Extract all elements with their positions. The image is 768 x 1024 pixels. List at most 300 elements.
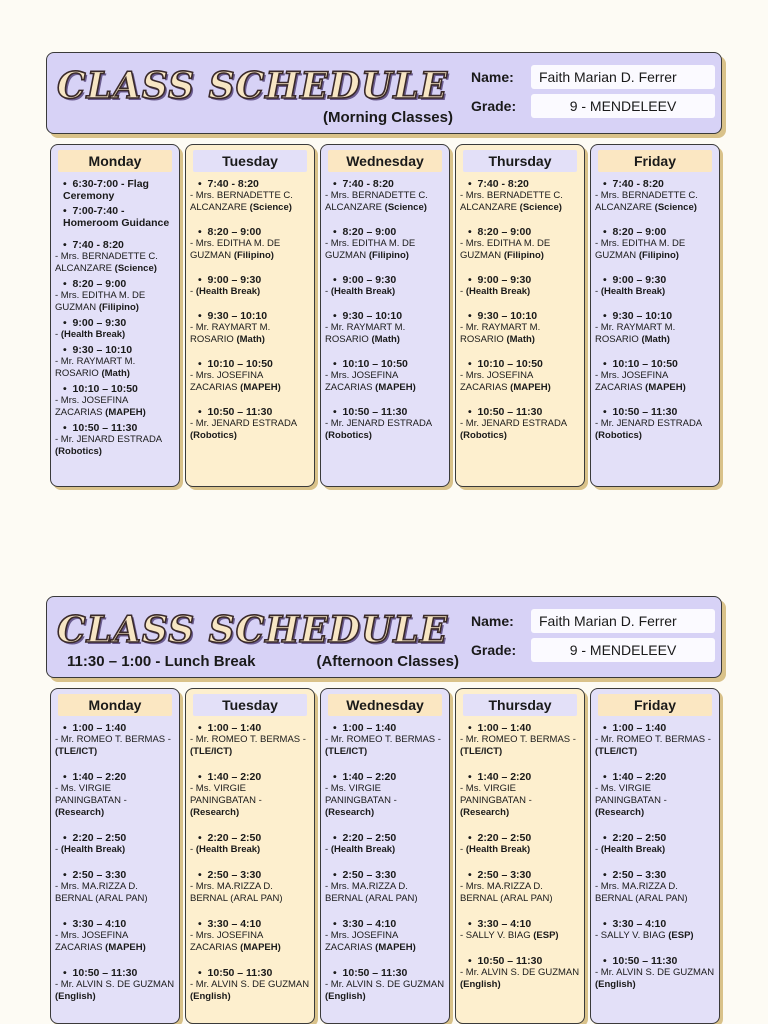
time-slot xyxy=(460,274,580,298)
slot-detail xyxy=(460,190,580,214)
day-column xyxy=(185,688,315,1024)
slot-subject: (Robotics) xyxy=(55,446,102,457)
slot-teacher: - xyxy=(325,844,329,855)
slot-time: • 2:50 – 3:30 xyxy=(460,869,580,881)
time-slot xyxy=(595,358,715,394)
slot-teacher: - Mrs. JOSEFINA ZACARIAS xyxy=(55,395,128,418)
time-slot xyxy=(55,771,175,819)
time-slot xyxy=(55,918,175,954)
slot-detail xyxy=(190,930,310,954)
time-slot xyxy=(325,967,445,1003)
time-slot xyxy=(325,178,445,214)
time-slot xyxy=(55,869,175,905)
time-slot xyxy=(55,344,175,380)
slot-teacher: - Ms. VIRGIE PANINGBATAN - xyxy=(325,783,397,806)
slot-subject: (Health Break) xyxy=(600,286,666,297)
slot-detail xyxy=(460,238,580,262)
slot-detail xyxy=(595,783,715,819)
grade-row xyxy=(471,638,715,662)
time-slot xyxy=(325,274,445,298)
slot-teacher: - xyxy=(190,844,194,855)
slot-detail xyxy=(460,734,580,758)
slot-time: • 10:50 – 11:30 xyxy=(595,955,715,967)
day-label: Monday xyxy=(58,150,172,172)
slot-teacher: - Mrs. EDITHA M. DE GUZMAN xyxy=(190,238,281,261)
slot-subject: (Research) xyxy=(595,807,645,818)
slot-teacher: - Mr. JENARD ESTRADA xyxy=(190,418,297,429)
slot-teacher: - Mr. RAYMART M. ROSARIO xyxy=(325,322,406,345)
slot-teacher: - Mrs. BERNADETTE C. ALCANZARE xyxy=(460,190,563,213)
slot-teacher: - Mr. JENARD ESTRADA xyxy=(595,418,702,429)
slot-list xyxy=(190,716,310,1003)
slot-detail xyxy=(595,418,715,442)
slot-teacher: - Ms. VIRGIE PANINGBATAN - xyxy=(595,783,667,806)
slot-subject: (TLE/ICT) xyxy=(460,746,503,757)
slot-time: • 1:00 – 1:40 xyxy=(325,722,445,734)
slot-detail xyxy=(460,967,580,991)
day-label: Tuesday xyxy=(193,150,307,172)
slot-subject: (ESP) xyxy=(533,930,559,941)
time-slot xyxy=(595,178,715,214)
slot-time: • 10:50 – 11:30 xyxy=(55,422,175,434)
slot-subject: (Health Break) xyxy=(60,329,126,340)
slot-time: • 7:40 - 8:20 xyxy=(595,178,715,190)
slot-teacher: - Mrs. BERNADETTE C. ALCANZARE xyxy=(595,190,698,213)
time-slot xyxy=(595,771,715,819)
slot-detail xyxy=(55,979,175,1003)
slot-detail xyxy=(190,190,310,214)
slot-time: • 2:20 – 2:50 xyxy=(460,832,580,844)
day-column xyxy=(590,688,720,1024)
slot-subject: (Research) xyxy=(460,807,510,818)
slot-teacher: - xyxy=(595,844,599,855)
slot-time: • 9:30 – 10:10 xyxy=(460,310,580,322)
slot-time: • 1:00 – 1:40 xyxy=(460,722,580,734)
slot-subject: (MAPEH) xyxy=(645,382,686,393)
slot-detail xyxy=(595,286,715,298)
slot-subject: (Math) xyxy=(506,334,535,345)
slot-time: • 2:20 – 2:50 xyxy=(325,832,445,844)
slot-teacher: - Mrs. EDITHA M. DE GUZMAN xyxy=(55,290,146,313)
time-slot xyxy=(55,383,175,419)
grade-value: 9 - MENDELEEV xyxy=(531,638,715,662)
name-value: Faith Marian D. Ferrer xyxy=(531,609,715,633)
slot-detail xyxy=(325,734,445,758)
slot-list xyxy=(460,716,580,991)
time-slot xyxy=(190,722,310,758)
time-slot xyxy=(325,406,445,442)
time-slot xyxy=(595,832,715,856)
slot-teacher: - Mrs. BERNADETTE C. ALCANZARE xyxy=(55,251,158,274)
slot-list xyxy=(55,716,175,1003)
time-slot xyxy=(190,918,310,954)
slot-detail xyxy=(190,418,310,442)
slot-teacher: - Mrs. JOSEFINA ZACARIAS xyxy=(325,370,398,393)
slot-detail xyxy=(325,881,445,905)
slot-subject: (Math) xyxy=(236,334,265,345)
slot-time: • 6:30-7:00 - Flag Ceremony xyxy=(55,178,175,202)
slot-detail xyxy=(55,290,175,314)
slot-subject: (Research) xyxy=(55,807,105,818)
slot-teacher: - xyxy=(595,286,599,297)
slot-subject: (Science) xyxy=(519,202,562,213)
slot-subject: (Health Break) xyxy=(195,286,261,297)
slot-teacher: - Mrs. MA.RIZZA D. BERNAL (ARAL PAN) xyxy=(460,881,553,904)
time-slot xyxy=(460,832,580,856)
slot-time: • 7:00-7:40 - Homeroom Guidance xyxy=(55,205,175,229)
time-slot xyxy=(325,771,445,819)
slot-time: • 1:00 – 1:40 xyxy=(595,722,715,734)
slot-time: • 2:50 – 3:30 xyxy=(595,869,715,881)
slot-subject: (Filipino) xyxy=(368,250,409,261)
slot-time: • 2:20 – 2:50 xyxy=(55,832,175,844)
day-label: Thursday xyxy=(463,150,577,172)
time-slot xyxy=(460,722,580,758)
slot-teacher: - Mrs. MA.RIZZA D. BERNAL (ARAL PAN) xyxy=(190,881,283,904)
slot-time: • 7:40 - 8:20 xyxy=(460,178,580,190)
slot-time: • 8:20 – 9:00 xyxy=(460,226,580,238)
slot-time: • 3:30 – 4:10 xyxy=(460,918,580,930)
slot-time: • 9:30 – 10:10 xyxy=(190,310,310,322)
time-slot xyxy=(190,178,310,214)
slot-subject: (MAPEH) xyxy=(240,942,281,953)
slot-teacher: - Mrs. JOSEFINA ZACARIAS xyxy=(190,930,263,953)
day-column xyxy=(50,688,180,1024)
slot-time: • 2:20 – 2:50 xyxy=(595,832,715,844)
grade-value: 9 - MENDELEEV xyxy=(531,94,715,118)
slot-subject: (TLE/ICT) xyxy=(190,746,233,757)
slot-detail xyxy=(460,930,580,942)
slot-detail xyxy=(190,734,310,758)
slot-detail xyxy=(55,734,175,758)
slot-detail xyxy=(55,356,175,380)
slot-teacher: - Mrs. MA.RIZZA D. BERNAL (ARAL PAN) xyxy=(55,881,148,904)
slot-teacher: - Mrs. MA.RIZZA D. BERNAL (ARAL PAN) xyxy=(325,881,418,904)
slot-subject: (Filipino) xyxy=(503,250,544,261)
slot-teacher: - xyxy=(460,286,464,297)
time-slot xyxy=(595,869,715,905)
day-label: Monday xyxy=(58,694,172,716)
slot-subject: (Math) xyxy=(371,334,400,345)
slot-time: • 7:40 - 8:20 xyxy=(55,239,175,251)
slot-time: • 2:50 – 3:30 xyxy=(190,869,310,881)
slot-detail xyxy=(325,418,445,442)
slot-time: • 1:40 – 2:20 xyxy=(190,771,310,783)
slot-teacher: - xyxy=(55,329,59,340)
slot-time: • 10:10 – 10:50 xyxy=(595,358,715,370)
time-slot xyxy=(595,955,715,991)
time-slot xyxy=(190,832,310,856)
slot-detail xyxy=(460,322,580,346)
time-slot xyxy=(325,722,445,758)
day-label: Friday xyxy=(598,694,712,716)
slot-teacher: - Mrs. EDITHA M. DE GUZMAN xyxy=(460,238,551,261)
slot-detail xyxy=(595,930,715,942)
slot-detail xyxy=(55,329,175,341)
slot-subject: (Robotics) xyxy=(325,430,372,441)
slot-teacher: - SALLY V. BIAG xyxy=(595,930,666,941)
slot-teacher: - Mrs. EDITHA M. DE GUZMAN xyxy=(325,238,416,261)
day-column xyxy=(590,144,720,487)
lunch-break-note: 11:30 – 1:00 - Lunch Break xyxy=(67,653,256,670)
slot-teacher: - Mr. JENARD ESTRADA xyxy=(55,434,162,445)
time-slot xyxy=(55,278,175,314)
slot-subject: (MAPEH) xyxy=(375,942,416,953)
grade-label: Grade: xyxy=(471,98,517,114)
slot-detail xyxy=(190,238,310,262)
time-slot xyxy=(325,310,445,346)
slot-time: • 1:40 – 2:20 xyxy=(325,771,445,783)
slot-detail xyxy=(55,844,175,856)
slot-subject: (Filipino) xyxy=(98,302,139,313)
day-column xyxy=(455,144,585,487)
slot-time: • 10:50 – 11:30 xyxy=(325,406,445,418)
day-column xyxy=(50,144,180,487)
time-slot xyxy=(595,406,715,442)
slot-teacher: - Mrs. BERNADETTE C. ALCANZARE xyxy=(325,190,428,213)
time-slot xyxy=(325,869,445,905)
slot-detail xyxy=(55,395,175,419)
slot-time: • 1:00 – 1:40 xyxy=(190,722,310,734)
day-column xyxy=(455,688,585,1024)
slot-teacher: - Ms. VIRGIE PANINGBATAN - xyxy=(460,783,532,806)
slot-teacher: - Mr. RAYMART M. ROSARIO xyxy=(595,322,676,345)
slot-detail xyxy=(595,238,715,262)
slot-subject: (English) xyxy=(595,979,636,990)
slot-teacher: - Mr. JENARD ESTRADA xyxy=(325,418,432,429)
time-slot xyxy=(190,406,310,442)
slot-subject: (Health Break) xyxy=(600,844,666,855)
time-slot xyxy=(55,832,175,856)
slot-time: • 8:20 – 9:00 xyxy=(325,226,445,238)
slot-subject: (English) xyxy=(325,991,366,1002)
slot-detail xyxy=(325,370,445,394)
slot-subject: (Health Break) xyxy=(60,844,126,855)
slot-detail xyxy=(595,322,715,346)
slot-subject: (Robotics) xyxy=(595,430,642,441)
time-slot xyxy=(460,955,580,991)
slot-detail xyxy=(595,967,715,991)
slot-subject: (Math) xyxy=(101,368,130,379)
slot-subject: (Science) xyxy=(249,202,292,213)
slot-teacher: - Mr. RAYMART M. ROSARIO xyxy=(190,322,271,345)
slot-teacher: - Mr. ROMEO T. BERMAS - xyxy=(55,734,171,745)
slot-time: • 2:20 – 2:50 xyxy=(190,832,310,844)
slot-detail xyxy=(325,322,445,346)
slot-time: • 9:00 – 9:30 xyxy=(325,274,445,286)
slot-detail xyxy=(190,881,310,905)
time-slot xyxy=(190,967,310,1003)
slot-teacher: - Mr. RAYMART M. ROSARIO xyxy=(460,322,541,345)
slot-teacher: - Mrs. JOSEFINA ZACARIAS xyxy=(460,370,533,393)
day-column xyxy=(320,144,450,487)
slot-subject: (Research) xyxy=(325,807,375,818)
slot-time: • 9:00 – 9:30 xyxy=(190,274,310,286)
time-slot xyxy=(190,274,310,298)
day-label: Thursday xyxy=(463,694,577,716)
time-slot xyxy=(55,722,175,758)
slot-teacher: - Mr. ROMEO T. BERMAS - xyxy=(190,734,306,745)
name-value: Faith Marian D. Ferrer xyxy=(531,65,715,89)
time-slot xyxy=(460,310,580,346)
time-slot xyxy=(460,226,580,262)
slot-subject: (Science) xyxy=(654,202,697,213)
slot-time: • 9:00 – 9:30 xyxy=(55,317,175,329)
slot-subject: (Science) xyxy=(114,263,157,274)
slot-time: • 7:40 - 8:20 xyxy=(325,178,445,190)
slot-time: • 10:50 – 11:30 xyxy=(190,406,310,418)
slot-detail xyxy=(190,322,310,346)
slot-time: • 2:50 – 3:30 xyxy=(325,869,445,881)
slot-subject: (English) xyxy=(190,991,231,1002)
time-slot xyxy=(55,422,175,458)
slot-detail xyxy=(595,190,715,214)
slot-time: • 9:30 – 10:10 xyxy=(55,344,175,356)
slot-time: • 9:00 – 9:30 xyxy=(460,274,580,286)
slot-subject: (Health Break) xyxy=(195,844,261,855)
name-row xyxy=(471,609,715,633)
slot-time: • 9:30 – 10:10 xyxy=(595,310,715,322)
slot-detail xyxy=(190,979,310,1003)
slot-list xyxy=(460,172,580,442)
slot-teacher: - Ms. VIRGIE PANINGBATAN - xyxy=(55,783,127,806)
slot-time: • 1:40 – 2:20 xyxy=(460,771,580,783)
slot-list xyxy=(595,172,715,442)
slot-detail xyxy=(55,783,175,819)
slot-teacher: - Mr. JENARD ESTRADA xyxy=(460,418,567,429)
slot-detail xyxy=(325,930,445,954)
name-label: Name: xyxy=(471,613,514,629)
time-slot xyxy=(460,178,580,214)
slot-list xyxy=(55,172,175,458)
slot-teacher: - SALLY V. BIAG xyxy=(460,930,531,941)
slot-time: • 9:30 – 10:10 xyxy=(325,310,445,322)
slot-teacher: - xyxy=(460,844,464,855)
slot-teacher: - Mrs. EDITHA M. DE GUZMAN xyxy=(595,238,686,261)
name-label: Name: xyxy=(471,69,514,85)
slot-subject: (Research) xyxy=(190,807,240,818)
slot-detail xyxy=(325,844,445,856)
day-column xyxy=(185,144,315,487)
time-slot xyxy=(190,226,310,262)
slot-time: • 10:50 – 11:30 xyxy=(460,955,580,967)
slot-detail xyxy=(55,251,175,275)
time-slot xyxy=(55,205,175,229)
slot-teacher: - Mrs. JOSEFINA ZACARIAS xyxy=(55,930,128,953)
slot-subject: (MAPEH) xyxy=(105,407,146,418)
time-slot xyxy=(460,358,580,394)
name-row xyxy=(471,65,715,89)
slot-detail xyxy=(325,190,445,214)
afternoon-header xyxy=(46,596,722,678)
slot-subject: (MAPEH) xyxy=(240,382,281,393)
slot-detail xyxy=(460,844,580,856)
slot-teacher: - Mrs. MA.RIZZA D. BERNAL (ARAL PAN) xyxy=(595,881,688,904)
slot-time: • 2:50 – 3:30 xyxy=(55,869,175,881)
slot-list xyxy=(595,716,715,991)
slot-time: • 1:40 – 2:20 xyxy=(595,771,715,783)
slot-subject: (TLE/ICT) xyxy=(55,746,98,757)
slot-time: • 10:50 – 11:30 xyxy=(460,406,580,418)
slot-subject: (English) xyxy=(55,991,96,1002)
slot-teacher: - Mrs. JOSEFINA ZACARIAS xyxy=(595,370,668,393)
schedule-subtitle: (Morning Classes) xyxy=(322,109,453,126)
time-slot xyxy=(190,771,310,819)
slot-teacher: - xyxy=(190,286,194,297)
day-column xyxy=(320,688,450,1024)
time-slot xyxy=(460,918,580,942)
slot-subject: (TLE/ICT) xyxy=(595,746,638,757)
slot-detail xyxy=(325,286,445,298)
slot-time: • 3:30 – 4:10 xyxy=(595,918,715,930)
slot-time: • 10:50 – 11:30 xyxy=(595,406,715,418)
time-slot xyxy=(460,869,580,905)
slot-teacher: - xyxy=(55,844,59,855)
time-slot xyxy=(460,406,580,442)
slot-detail xyxy=(595,734,715,758)
slot-time: • 10:10 – 10:50 xyxy=(190,358,310,370)
slot-subject: (MAPEH) xyxy=(510,382,551,393)
slot-subject: (Health Break) xyxy=(330,286,396,297)
time-slot xyxy=(55,317,175,341)
time-slot xyxy=(595,722,715,758)
slot-teacher: - Mr. ROMEO T. BERMAS - xyxy=(595,734,711,745)
slot-detail xyxy=(460,286,580,298)
day-label: Tuesday xyxy=(193,694,307,716)
slot-detail xyxy=(595,881,715,905)
slot-time: • 8:20 – 9:00 xyxy=(190,226,310,238)
slot-teacher: - Mr. RAYMART M. ROSARIO xyxy=(55,356,136,379)
slot-subject: (Health Break) xyxy=(330,844,396,855)
slot-time: • 10:50 – 11:30 xyxy=(190,967,310,979)
time-slot xyxy=(595,918,715,942)
grade-label: Grade: xyxy=(471,642,517,658)
slot-detail xyxy=(190,286,310,298)
morning-header xyxy=(46,52,722,134)
slot-detail xyxy=(190,844,310,856)
time-slot xyxy=(190,358,310,394)
time-slot xyxy=(55,178,175,202)
time-slot xyxy=(595,310,715,346)
slot-time: • 9:00 – 9:30 xyxy=(595,274,715,286)
slot-detail xyxy=(595,370,715,394)
slot-detail xyxy=(460,783,580,819)
slot-time: • 8:20 – 9:00 xyxy=(595,226,715,238)
slot-subject: (Robotics) xyxy=(190,430,237,441)
slot-teacher: - Mr. ALVIN S. DE GUZMAN xyxy=(325,979,445,990)
time-slot xyxy=(55,239,175,275)
slot-subject: (Filipino) xyxy=(233,250,274,261)
slot-teacher: - Mr. ALVIN S. DE GUZMAN xyxy=(595,967,715,978)
slot-detail xyxy=(460,881,580,905)
slot-detail xyxy=(325,238,445,262)
slot-subject: (Robotics) xyxy=(460,430,507,441)
slot-time: • 10:10 – 10:50 xyxy=(55,383,175,395)
slot-list xyxy=(325,172,445,442)
slot-teacher: - Mr. ALVIN S. DE GUZMAN xyxy=(460,967,580,978)
time-slot xyxy=(325,918,445,954)
slot-subject: (Math) xyxy=(641,334,670,345)
slot-subject: (ESP) xyxy=(668,930,694,941)
slot-subject: (English) xyxy=(460,979,501,990)
slot-list xyxy=(190,172,310,442)
slot-teacher: - Mrs. JOSEFINA ZACARIAS xyxy=(190,370,263,393)
slot-teacher: - xyxy=(325,286,329,297)
slot-time: • 3:30 – 4:10 xyxy=(55,918,175,930)
slot-teacher: - Mrs. JOSEFINA ZACARIAS xyxy=(325,930,398,953)
slot-time: • 3:30 – 4:10 xyxy=(325,918,445,930)
time-slot xyxy=(325,832,445,856)
